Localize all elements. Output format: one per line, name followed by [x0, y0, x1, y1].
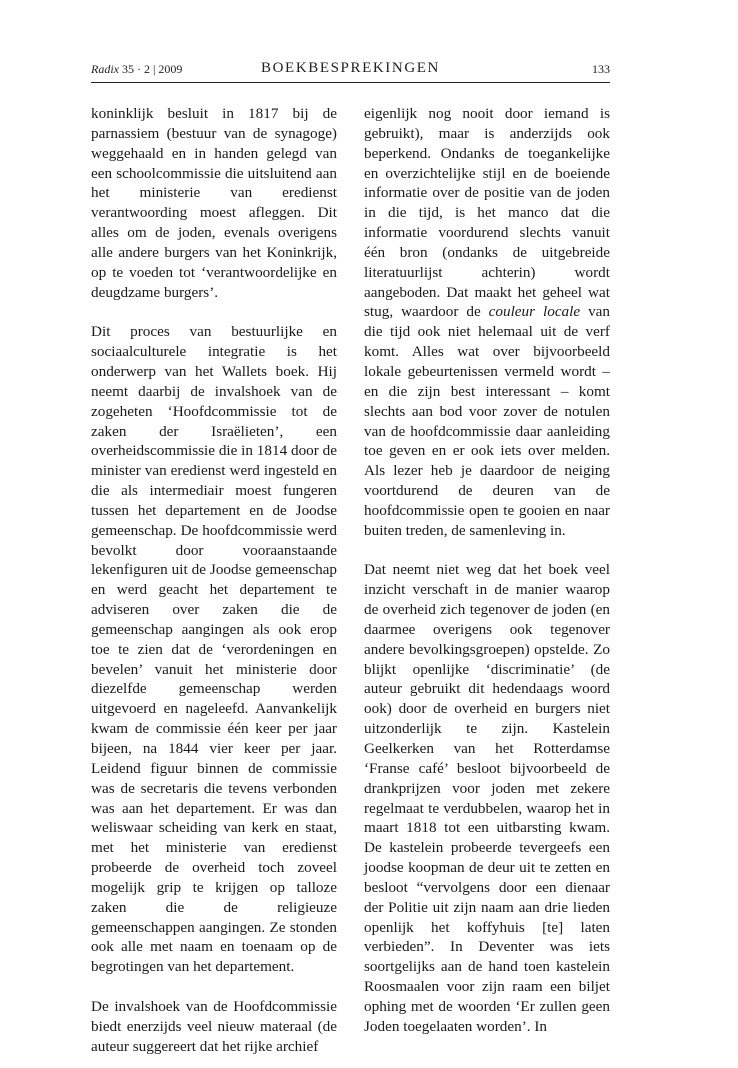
text-run: eigenlijk nog nooit door iemand is gebruikt), maar is anderzijds ook beperkend. Ondanks de toegankelijke en overzichtelijke stijl en de boeiende informatie over de positie van de joden in die tijd, is het manco dat die informatie voordurend slechts vanuit één bron (ondanks de uitgebreide literatuurlijst achterin) wordt aangeboden. Dat maakt het geheel wat stug, waardoor de	[364, 105, 610, 321]
paragraph: Dat neemt niet weg dat het boek veel inzicht verschaft in de manier waarop de overheid zich tegenover de joden (en daarmee overigens ook tegenover andere bevolkingsgroepen) opstelde. Zo blijkt openlijke ‘discriminatie’ (de auteur gebruikt dit hedendaags woord ook) door de overheid en burgers niet uitzonderlijk te zijn. Kastelein Geelkerken van het Rotterdamse ‘Franse café’ besloot bijvoorbeeld de drankprijzen voor joden met zekere regelmaat te verdubbelen, waarop het in maart 1818 tot een uitbarsting kwam. De kastelein probeerde tevergeefs een joodse koopman de deur uit te zetten en besloot “vervolgens door een dienaar der Politie uit zijn naam aan drie lieden openlijk het koffyhuis [te] laten verbieden”. In Deventer was iets soortgelijks aan de hand toen kastelein Roosmaalen voor zijn raam een biljet ophing met de woorden ‘Er zullen geen Joden toegelaaten worden’. In	[364, 561, 610, 1035]
page-number: 133	[592, 62, 610, 76]
journal-issue: 35 · 2 | 2009	[122, 62, 183, 76]
paragraph: Dit proces van bestuurlijke en sociaalculturele integratie is het onderwerp van het Wallets boek. Hij neemt daarbij de invalshoek van de zogeheten ‘Hoofdcommissie tot de zaken der Israëlieten’, een overheidscommissie die in 1814 door de minister van eredienst werd ingesteld en die als intermediair moest fungeren tussen het departement en de Joodse gemeenschap. De hoofdcommissie werd bevolkt door vooraanstaande lekenfiguren uit de Joodse gemeenschap en werd geacht het departement te adviseren over zaken die de gemeenschap aangingen als ook erop toe te zien dat de ‘verordeningen en bevelen’ vanuit het ministerie door diezelfde gemeenschap werden uitgevoerd en nageleefd. Aanvankelijk kwam de commissie één keer per jaar bijeen, na 1844 vier keer per jaar. Leidend figuur binnen de commissie was de secretaris die tevens verbonden was aan het departement. Er was dan weliswaar scheiding van kerk en staat, met het ministerie van eredienst probeerde de overheid toch zoveel mogelijk grip te krijgen op talloze zaken die de religieuze gemeenschappen aangingen. Ze stonden ook alle met naam en toenaam op de begrotingen van het departement.	[91, 323, 337, 976]
left-column	[91, 104, 337, 1057]
italic-phrase: couleur locale	[488, 303, 581, 321]
paragraph: koninklijk besluit in 1817 bij de parnassiem (bestuur van de synagoge) weggehaald en in handen gelegd van een schoolcommissie die uitsluitend aan het ministerie van eredienst verantwoording moest afleggen. Dit alles om de joden, evenals overigens alle andere burgers van het Koninkrijk, op te voeden tot ‘verantwoordelijke en deugdzame burgers’.	[91, 105, 337, 301]
paragraph	[364, 104, 610, 541]
section-title: BOEKBESPREKINGEN	[261, 60, 440, 76]
paragraph: De invalshoek van de Hoofdcommissie biedt enerzijds veel nieuw materaal (de auteur suggereert dat het rijke archief	[91, 997, 337, 1055]
journal-name: Radix	[91, 62, 119, 76]
right-column	[364, 104, 610, 1037]
running-header	[91, 60, 610, 83]
text-run: van die tijd ook niet helemaal uit de verf komt. Alles wat over bijvoorbeeld lokale gebeurtenissen vermeld wordt – en die zijn best interessant – komt slechts aan bod voor zover de notulen van de hoofdcommissie daar aanleiding toe geven en er ook iets over melden. Als lezer heb je daardoor de neiging voortdurend de deuren van de hoofdcommissie open te gooien en naar buiten treden, de samenleving in.	[364, 303, 610, 539]
